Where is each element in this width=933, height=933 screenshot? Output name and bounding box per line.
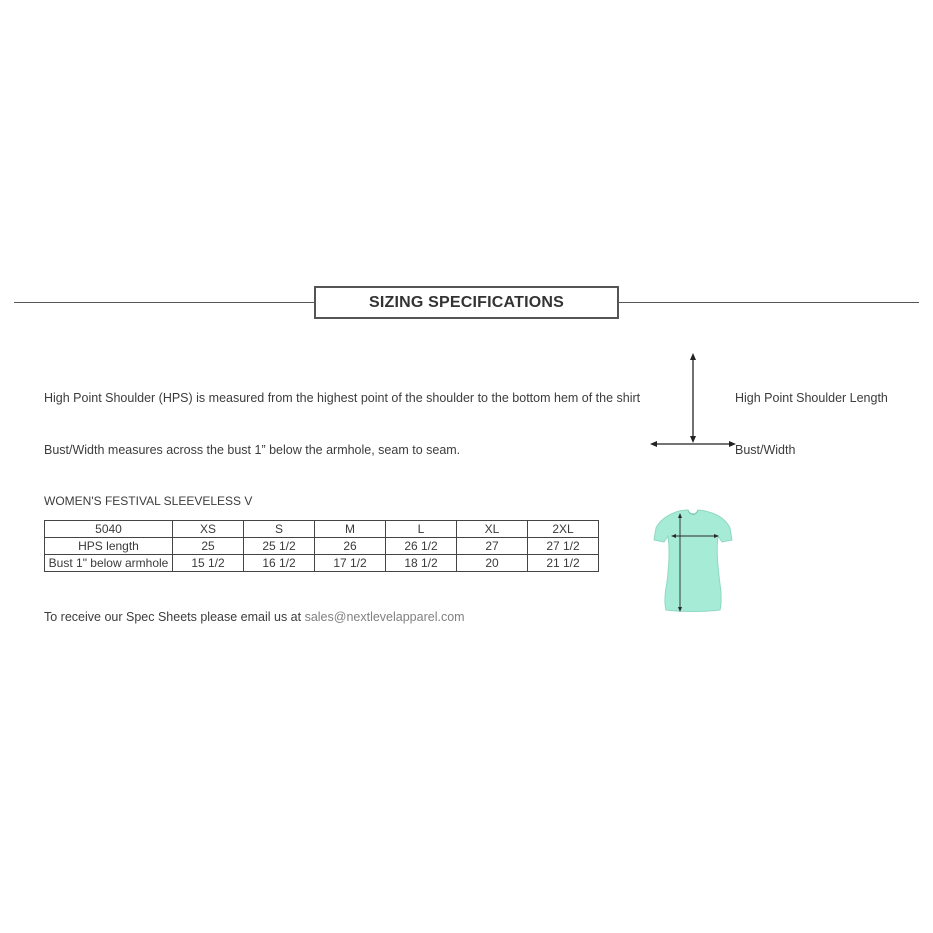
table-cell: 16 1/2: [244, 555, 315, 572]
table-cell: 17 1/2: [315, 555, 386, 572]
size-header-cell: L: [386, 521, 457, 538]
table-cell: 25: [173, 538, 244, 555]
table-cell: 25 1/2: [244, 538, 315, 555]
size-table: [44, 520, 599, 572]
table-cell: 27 1/2: [528, 538, 599, 555]
header-rule-right: [618, 302, 919, 303]
table-cell: 18 1/2: [386, 555, 457, 572]
section-title: [314, 286, 619, 319]
measure-arrows-icon: [645, 350, 745, 450]
table-cell: 26: [315, 538, 386, 555]
row-label: Bust 1" below armhole: [45, 555, 173, 572]
table-header-row: [45, 521, 599, 538]
table-cell: 26 1/2: [386, 538, 457, 555]
row-label: HPS length: [45, 538, 173, 555]
style-number-cell: 5040: [45, 521, 173, 538]
hps-description: High Point Shoulder (HPS) is measured from the highest point of the shoulder to the bottom hem of the shirt: [44, 391, 641, 405]
size-header-cell: XS: [173, 521, 244, 538]
size-header-cell: S: [244, 521, 315, 538]
size-header-cell: XL: [457, 521, 528, 538]
table-row: [45, 555, 599, 572]
table-cell: 15 1/2: [173, 555, 244, 572]
contact-line: [44, 610, 465, 624]
size-header-cell: M: [315, 521, 386, 538]
table-cell: 27: [457, 538, 528, 555]
hps-length-label: High Point Shoulder Length: [735, 391, 888, 405]
bust-width-label: Bust/Width: [735, 443, 796, 457]
bust-description: Bust/Width measures across the bust 1” below the armhole, seam to seam.: [44, 443, 461, 457]
tshirt-diagram: [648, 506, 738, 614]
table-cell: 21 1/2: [528, 555, 599, 572]
email-link[interactable]: sales@nextlevelapparel.com: [304, 610, 465, 624]
table-row: [45, 538, 599, 555]
header-rule-left: [14, 302, 315, 303]
contact-text: To receive our Spec Sheets please email us at: [44, 610, 302, 624]
table-cell: 20: [457, 555, 528, 572]
section-title-text: SIZING SPECIFICATIONS: [368, 293, 565, 311]
product-title: WOMEN'S FESTIVAL SLEEVELESS V: [44, 494, 253, 508]
size-header-cell: 2XL: [528, 521, 599, 538]
